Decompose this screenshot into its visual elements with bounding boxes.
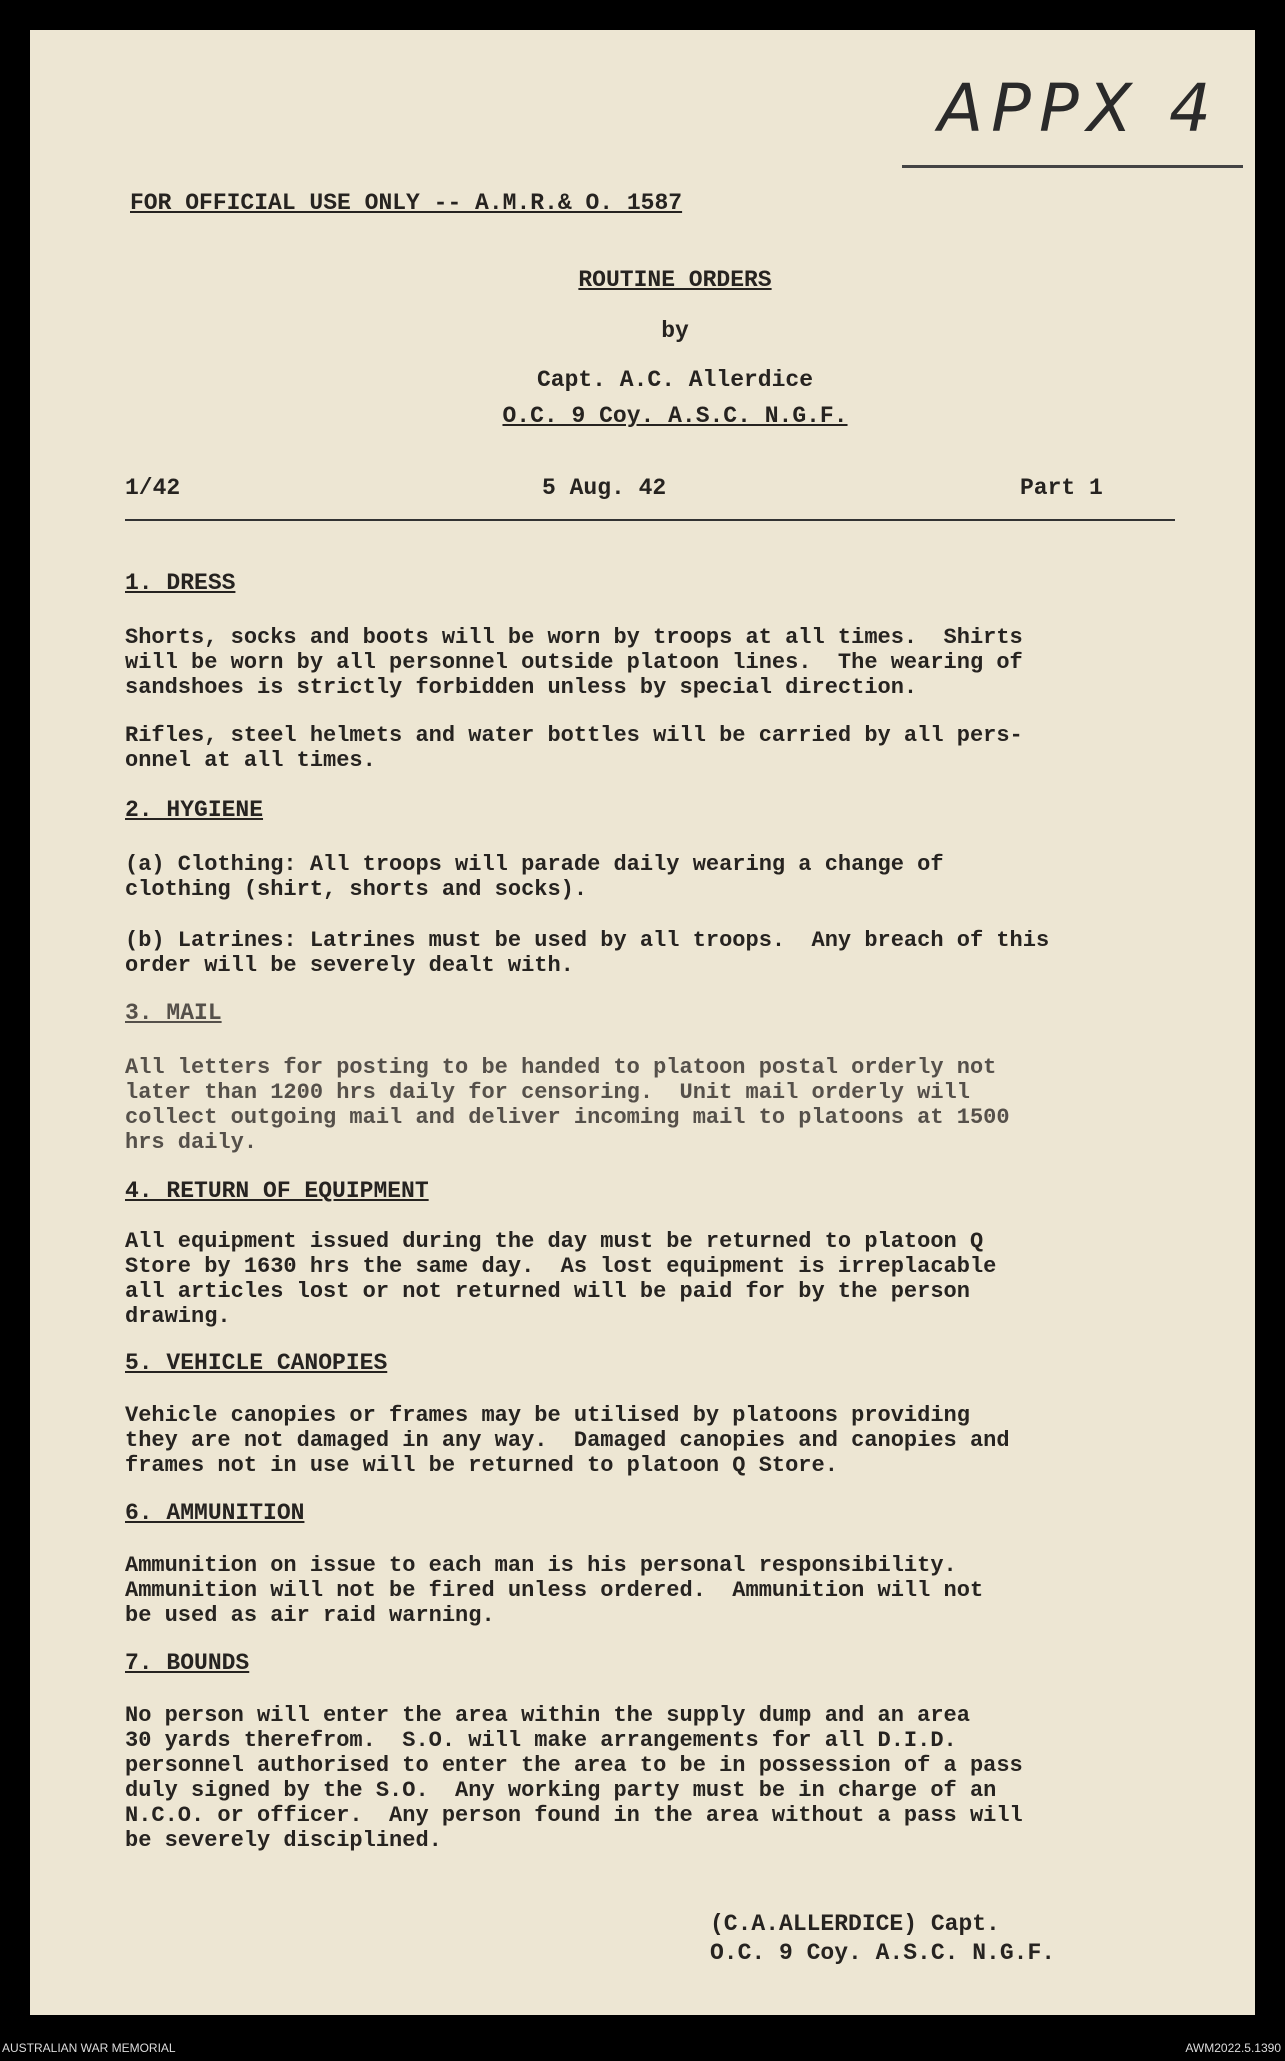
section-paragraph: No person will enter the area within the supply dump and an area 30 yards therefrom. S.O. will make arrangements for all D.I.D. personnel authorised to enter the area to be in possession of a pass duly signed by the S.O. Any working party must be in charge of an N.C.O. or officer. Any person found in the area without a pass will be severely disciplined. bbox=[125, 1703, 1023, 1853]
footer-source: AUSTRALIAN WAR MEMORIAL bbox=[2, 2041, 176, 2055]
section-paragraph: (a) Clothing: All troops will parade daily wearing a change of clothing (shirt, shorts and socks). bbox=[125, 852, 944, 902]
section-heading: 6. AMMUNITION bbox=[125, 1500, 305, 1526]
section-heading: 3. MAIL bbox=[125, 1000, 222, 1026]
signature-unit: O.C. 9 Coy. A.S.C. N.G.F. bbox=[710, 1940, 1056, 1966]
section-paragraph: All letters for posting to be handed to platoon postal orderly not later than 1200 hrs daily for censoring. Unit mail orderly will collect outgoing mail and deliver incoming mail to platoons at 1500 hrs daily. bbox=[125, 1055, 1010, 1155]
order-number: 1/42 bbox=[125, 475, 181, 501]
document-title: ROUTINE ORDERS bbox=[578, 267, 772, 293]
order-date: 5 Aug. 42 bbox=[542, 475, 667, 501]
signature-block bbox=[710, 1910, 1055, 1968]
section-paragraph: Ammunition on issue to each man is his personal responsibility. Ammunition will not be fired unless ordered. Ammunition will not be used as air raid warning. bbox=[125, 1553, 984, 1628]
issuer-unit: O.C. 9 Coy. A.S.C. N.G.F. bbox=[502, 403, 848, 429]
footer-accession-id: AWM2022.5.1390 bbox=[1185, 2041, 1281, 2055]
section-paragraph: All equipment issued during the day must be returned to platoon Q Store by 1630 hrs the same day. As lost equipment is irreplacable all articles lost or not returned will be paid for by the person drawing. bbox=[125, 1229, 997, 1329]
handwritten-annotation: APPX 4 bbox=[902, 70, 1243, 168]
order-meta-row bbox=[125, 475, 1175, 521]
by-line: by bbox=[661, 318, 689, 344]
classification-header: FOR OFFICIAL USE ONLY -- A.M.R.& O. 1587 bbox=[130, 190, 683, 216]
section-heading: 1. DRESS bbox=[125, 570, 236, 596]
section-paragraph: Shorts, socks and boots will be worn by troops at all times. Shirts will be worn by all personnel outside platoon lines. The wearing of sandshoes is strictly forbidden unless by special direction. bbox=[125, 625, 1023, 700]
issuer-name: Capt. A.C. Allerdice bbox=[536, 367, 814, 393]
document-page bbox=[30, 30, 1255, 2015]
signature-name: (C.A.ALLERDICE) Capt. bbox=[710, 1911, 1000, 1937]
section-paragraph: Vehicle canopies or frames may be utilised by platoons providing they are not damaged in any way. Damaged canopies and canopies and frames not in use will be returned to platoon Q Store. bbox=[125, 1403, 1010, 1478]
section-heading: 7. BOUNDS bbox=[125, 1650, 250, 1676]
section-heading: 4. RETURN OF EQUIPMENT bbox=[125, 1178, 429, 1204]
section-paragraph: (b) Latrines: Latrines must be used by all troops. Any breach of this order will be severely dealt with. bbox=[125, 928, 1050, 978]
section-heading: 2. HYGIENE bbox=[125, 797, 264, 823]
order-part: Part 1 bbox=[1020, 475, 1103, 501]
section-heading: 5. VEHICLE CANOPIES bbox=[125, 1350, 388, 1376]
section-paragraph: Rifles, steel helmets and water bottles will be carried by all pers- onnel at all times. bbox=[125, 723, 1023, 773]
